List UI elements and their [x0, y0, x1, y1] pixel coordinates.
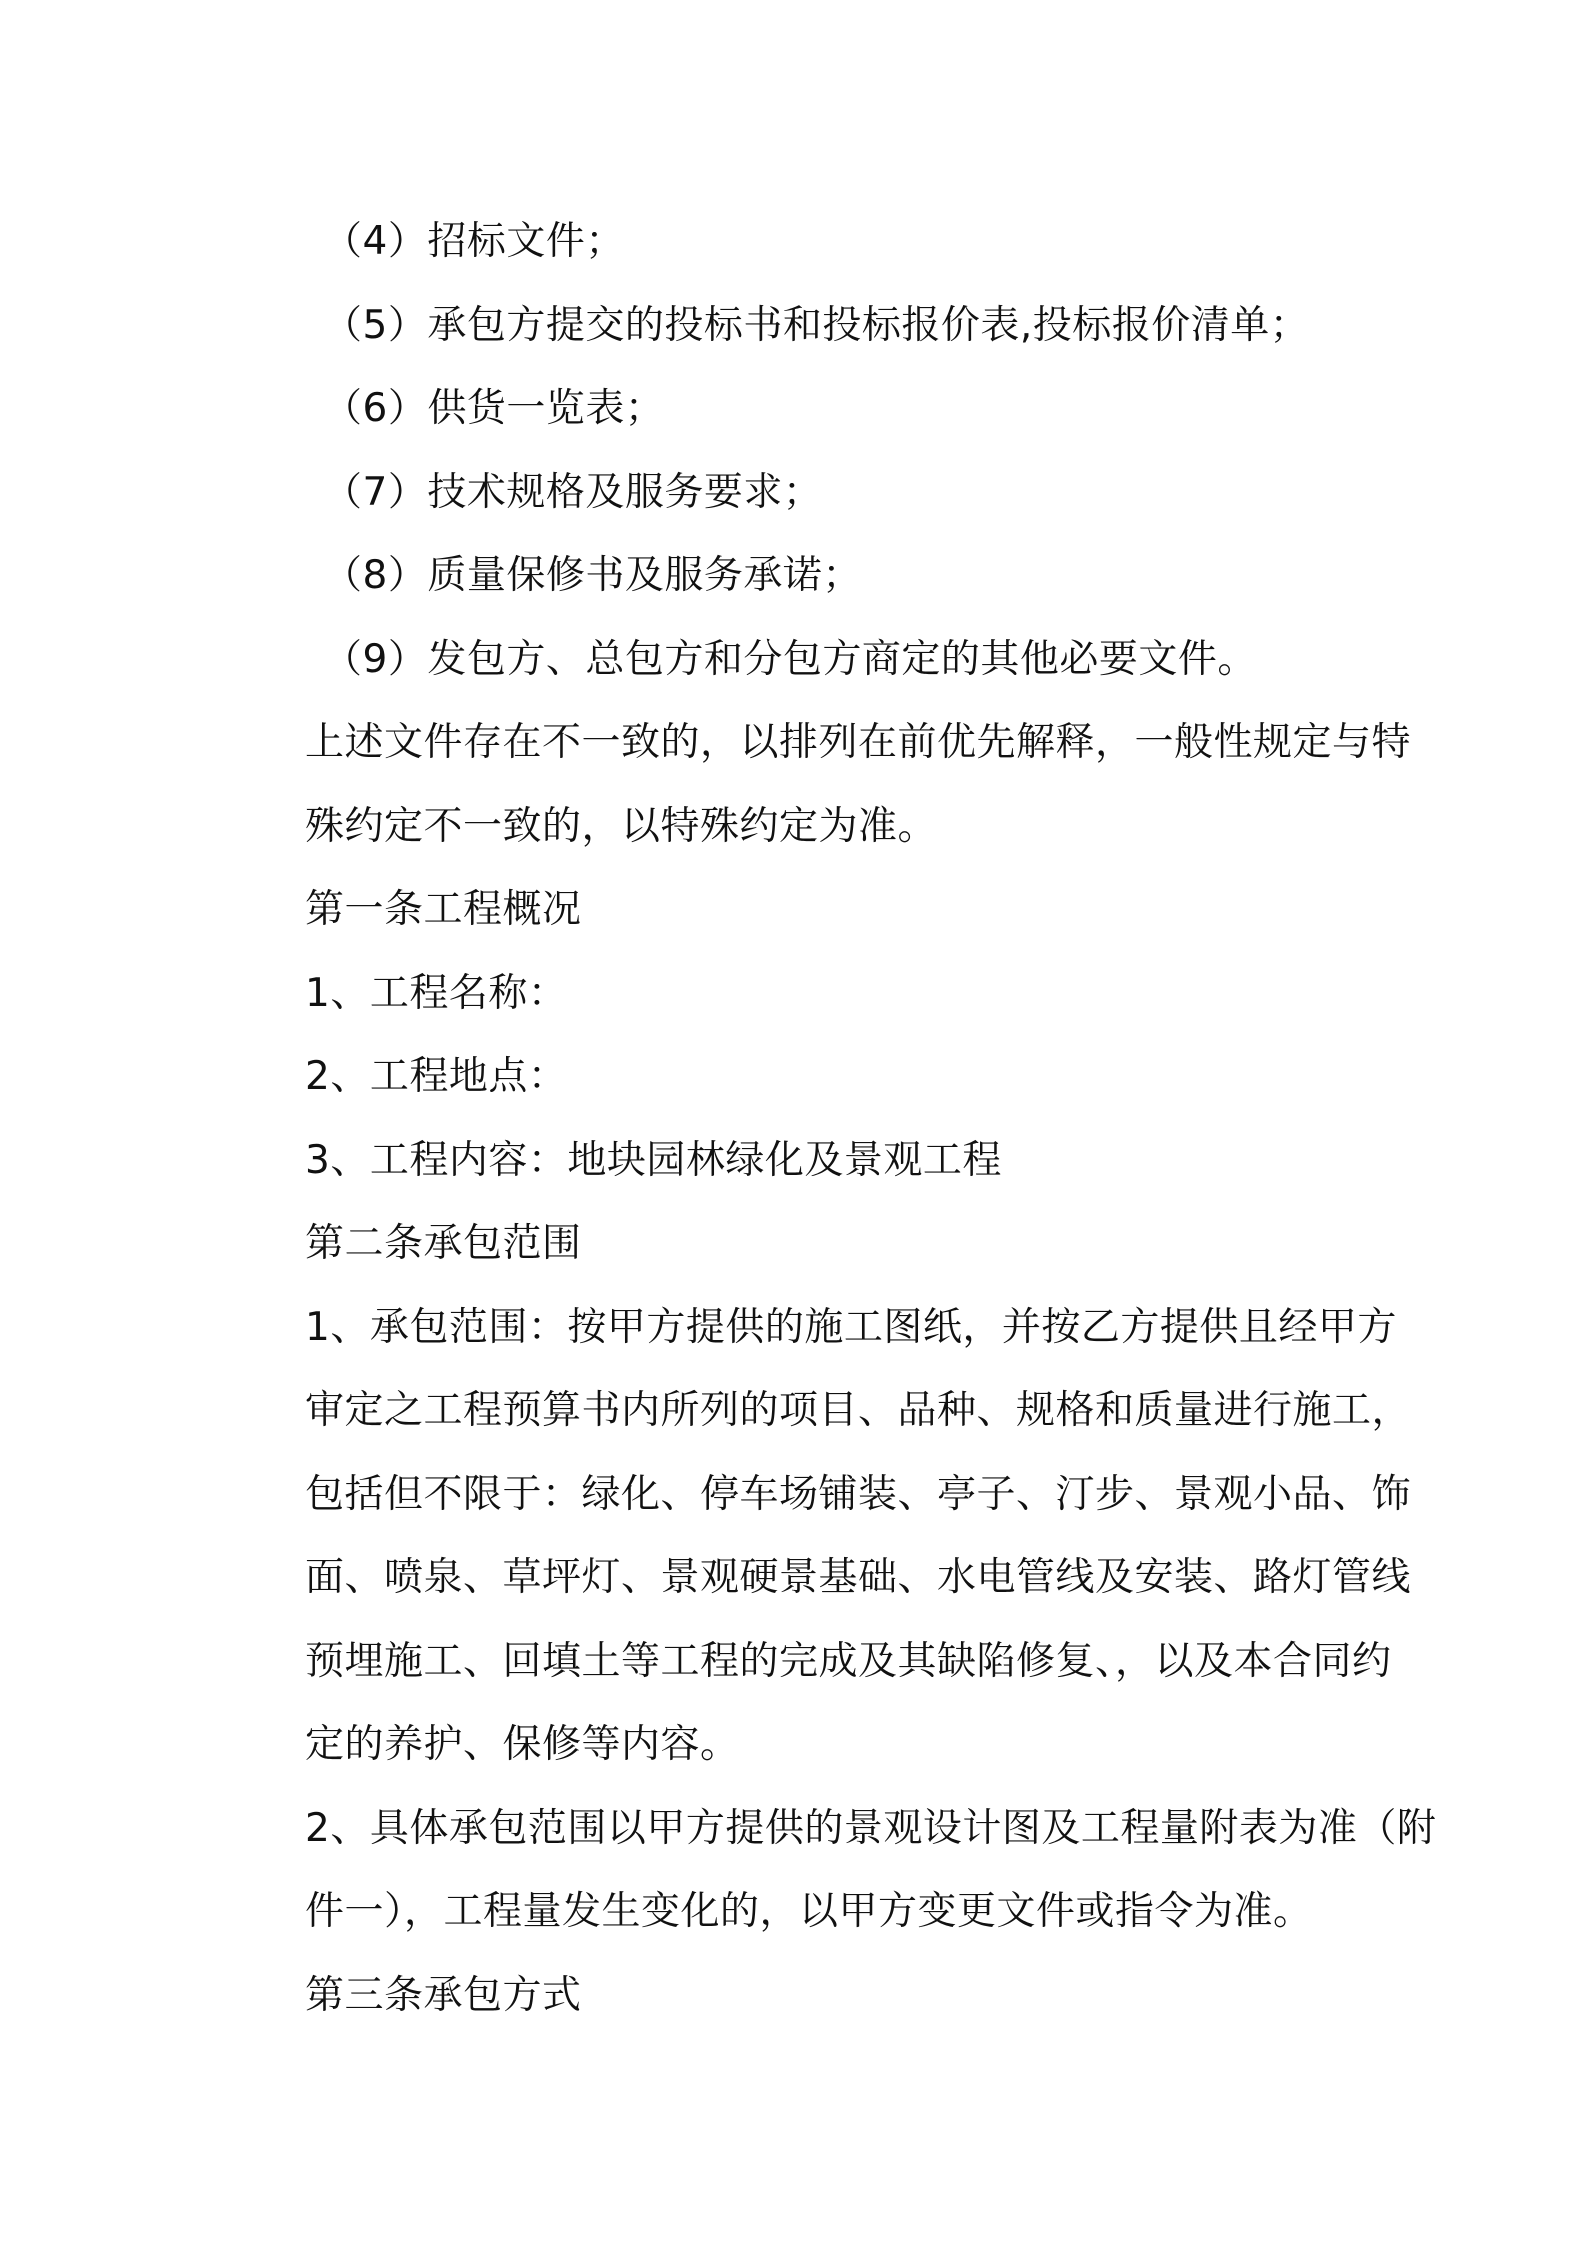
scope-detail-line-1: 2、具体承包范围以甲方提供的景观设计图及工程量附表为准（附: [305, 1805, 1437, 1851]
section-heading-1: 第一条工程概况: [305, 887, 582, 932]
list-item-5: （5）承包方提交的投标书和投标报价表,投标报价清单；: [323, 302, 1310, 348]
project-location-line: 2、工程地点：: [305, 1054, 568, 1099]
scope-paragraph-line-3: 包括但不限于：绿化、停车场铺装、亭子、汀步、景观小品、饰: [305, 1471, 1412, 1517]
scope-paragraph-line-2: 审定之工程预算书内所列的项目、品种、规格和质量进行施工，: [305, 1388, 1412, 1433]
list-item-9: （9）发包方、总包方和分包方商定的其他必要文件。: [323, 636, 1257, 682]
scope-paragraph-line-1: 1、承包范围：按甲方提供的施工图纸，并按乙方提供且经甲方: [305, 1304, 1397, 1350]
project-content-line: 3、工程内容：地块园林绿化及景观工程: [305, 1137, 1002, 1183]
document-body: [305, 200, 1437, 2037]
paragraph-precedence-line-2: 殊约定不一致的，以特殊约定为准。: [305, 803, 938, 849]
scope-detail-line-2: 件一），工程量发生变化的，以甲方变更文件或指令为准。: [305, 1889, 1313, 1934]
paragraph-precedence-line-1: 上述文件存在不一致的，以排列在前优先解释，一般性规定与特: [305, 720, 1412, 765]
scope-paragraph-line-5: 预埋施工、回填土等工程的完成及其缺陷修复、，以及本合同约: [305, 1638, 1392, 1684]
list-item-7: （7）技术规格及服务要求；: [323, 469, 823, 515]
scope-paragraph-line-6: 定的养护、保修等内容。: [305, 1722, 740, 1767]
list-item-8: （8）质量保修书及服务承诺；: [323, 553, 862, 598]
list-item-4: （4）招标文件；: [323, 219, 625, 264]
scope-paragraph-line-4: 面、喷泉、草坪灯、景观硬景基础、水电管线及安装、路灯管线: [305, 1555, 1412, 1600]
list-item-6: （6）供货一览表；: [323, 386, 665, 431]
section-heading-3: 第三条承包方式: [305, 1972, 582, 2018]
project-name-line: 1、工程名称：: [305, 970, 568, 1016]
section-heading-2: 第二条承包范围: [305, 1221, 582, 1266]
